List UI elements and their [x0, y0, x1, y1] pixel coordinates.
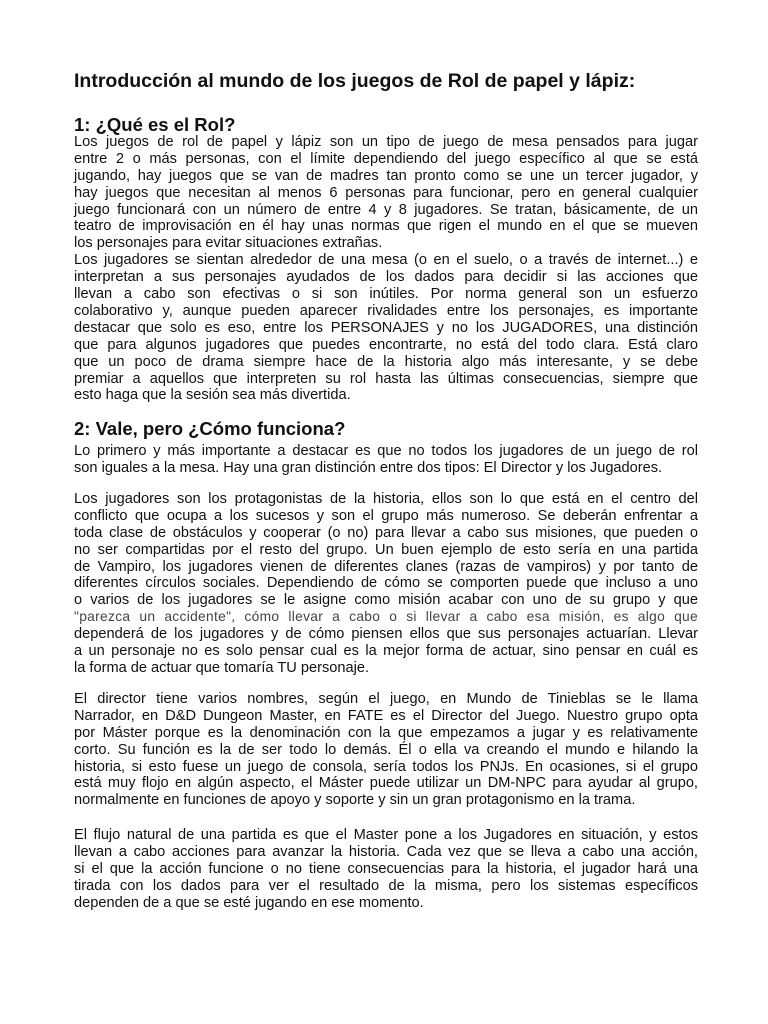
text-line: premiar a aquellos que interpreten su rol hasta las últimas consecuencias, siempre que	[74, 370, 698, 387]
text-line: la forma de actuar que tomaría TU personaje.	[74, 659, 370, 676]
text-line: está muy flojo en algún aspecto, el Máster puede utilizar un DM-NPC para ayudar al grupo,	[74, 775, 698, 792]
text-line: Lo primero y más importante a destacar es que no todos los jugadores de un juego de rol	[74, 443, 698, 459]
text-line: Los jugadores son los protagonistas de la historia, ellos son lo que está en el centro del	[74, 491, 698, 507]
text-line: juego funcionará con un número de entre 4 y 8 jugadores. Se tratan, básicamente, de un	[74, 201, 698, 218]
text-line: toda clase de obstáculos y cooperar (o no) para llevar a cabo sus misiones, que pueden o	[74, 524, 698, 541]
text-line: interpretan a sus personajes ayudados de los dados para decidir si las acciones que	[74, 269, 698, 286]
paragraph	[74, 691, 698, 809]
section-1-heading: 1: ¿Qué es el Rol?	[74, 114, 236, 135]
text-line: corto. Su función es la de ser todo lo demás. Él o ella va creando el mundo e hilando la	[74, 741, 698, 758]
text-line: Narrador, en D&D Dungeon Master, en FATE es el Director del Juego. Nuestro grupo opta	[74, 707, 698, 724]
text-line: por Máster porque es la denominación con la que empezamos a jugar y es relativamente	[74, 724, 698, 741]
text-line: El director tiene varios nombres, según el juego, en Mundo de Tinieblas se le llama	[74, 691, 698, 707]
text-line: conflicto que ocupa a los sucesos y son el grupo más numeroso. Se deberán enfrentar a	[74, 507, 698, 524]
text-line: que para algunos jugadores que puedes encontrarte, no está del todo clara. Está claro	[74, 336, 698, 353]
text-line: colaborativo y, aunque pueden aparecer rivalidades entre los personajes, es importante	[74, 302, 698, 319]
text-line: diferentes círculos sociales. Dependiendo de cómo se comporten puede que incluso a uno	[74, 575, 698, 592]
text-line: son iguales a la mesa. Hay una gran distinción entre dos tipos: El Director y los Jugadores.	[74, 459, 663, 476]
text-line: "parezca un accidente", cómo llevar a cabo o si llevar a cabo esa misión, es algo que	[74, 609, 698, 625]
text-line: dependen de a que se esté jugando en ese momento.	[74, 894, 424, 911]
paragraph	[74, 827, 698, 911]
text-line: o varios de los jugadores se le asigne como misión acabar con uno de su grupo y que	[74, 592, 698, 609]
paragraph	[74, 252, 698, 404]
text-line: a un personaje no es solo pensar cual es la mejor forma de actuar, sino pensar en cuál es	[74, 643, 698, 660]
paragraph	[74, 491, 698, 677]
text-line: llevan a cabo son efectivas o si son inútiles. Por norma general son un esfuerzo	[74, 286, 698, 303]
paragraph	[74, 134, 698, 252]
paragraph	[74, 443, 698, 477]
text-line: esto haga que la sesión sea más divertida.	[74, 387, 351, 404]
text-line: historia, si esto fuese un juego de consola, sería todos los PNJs. En ocasiones, si el grupo	[74, 758, 698, 775]
text-line: no ser compartidas por el resto del grupo. Un buen ejemplo de esto sería en una partida	[74, 541, 698, 558]
text-line: de Vampiro, los jugadores vienen de diferentes clanes (razas de vampiros) y por tanto de	[74, 558, 698, 575]
document-title: Introducción al mundo de los juegos de Rol de papel y lápiz:	[74, 70, 636, 92]
text-line: que un poco de drama siempre hace de la historia algo más interesante, y se debe	[74, 353, 698, 370]
text-line: jugando, hay juegos que se van de madres tan pronto como se une un tercer jugador, y	[74, 167, 698, 184]
text-line: normalmente en funciones de apoyo y soporte y sin un gran protagonismo en la trama.	[74, 792, 636, 809]
text-line: Los juegos de rol de papel y lápiz son un tipo de juego de mesa pensados para jugar	[74, 134, 698, 150]
text-line: teatro de improvisación en él hay unas normas que rigen el mundo en el que se mueven	[74, 218, 698, 235]
text-line: dependerá de los jugadores y de cómo piensen ellos que sus personajes actuarían. Llevar	[74, 626, 698, 643]
text-line: Los jugadores se sientan alrededor de una mesa (o en el suelo, o a través de internet...) e	[74, 252, 698, 269]
text-line: llevan a cabo acciones para avanzar la historia. Cada vez que se lleva a cabo una acción,	[74, 843, 698, 860]
text-line: El flujo natural de una partida es que el Master pone a los Jugadores en situación, y estos	[74, 827, 698, 843]
text-line: si el que la acción funcione o no tiene consecuencias para la historia, el jugador hará una	[74, 860, 698, 877]
text-line: destacar que solo es eso, entre los PERSONAJES y no los JUGADORES, una distinción	[74, 319, 698, 336]
text-line: entre 2 o más personas, con el límite dependiendo del juego específico al que se está	[74, 150, 698, 167]
text-line: hay juegos que necesitan al menos 6 personas para funcionar, pero en general cualquier	[74, 184, 698, 201]
section-2-heading: 2: Vale, pero ¿Cómo funciona?	[74, 418, 346, 439]
text-line: tirada con los dados para ver el resultado de la misma, pero los sistemas específicos	[74, 877, 698, 894]
text-line: los personajes para evitar situaciones extrañas.	[74, 235, 383, 252]
